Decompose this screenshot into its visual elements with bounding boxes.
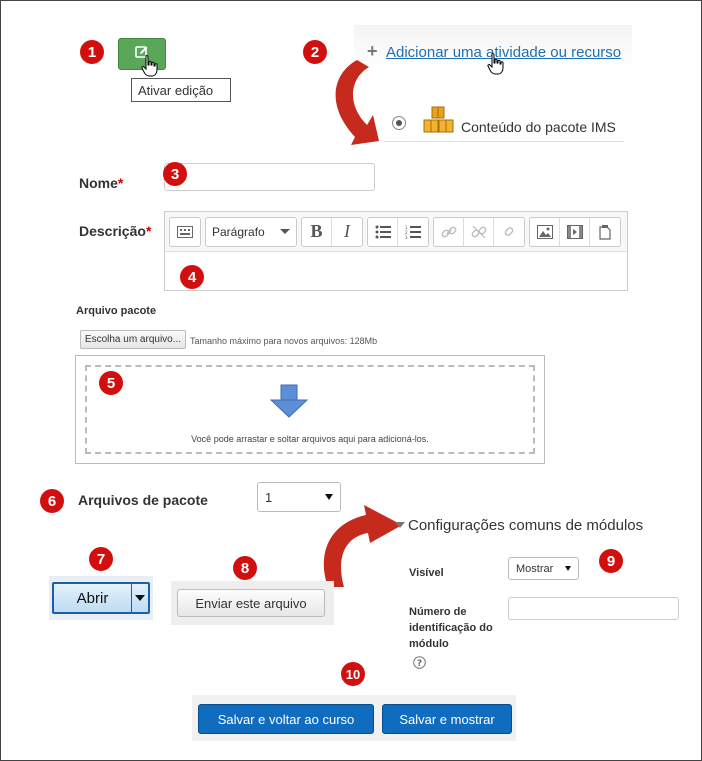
file-section-label: Arquivo pacote — [76, 305, 157, 317]
choose-file-button[interactable]: Escolha um arquivo... — [80, 330, 186, 349]
paragraph-select[interactable] — [205, 217, 297, 247]
add-activity-link[interactable]: Adicionar uma atividade ou recurso — [386, 44, 622, 61]
description-editor[interactable] — [164, 251, 628, 291]
package-files-label: Arquivos de pacote — [78, 492, 208, 508]
max-size-text: Tamanho máximo para novos arquivos: 128Mb — [190, 336, 378, 346]
required-mark: * — [145, 223, 152, 239]
idnumber-label — [409, 604, 493, 652]
step-badge-9: 9 — [599, 549, 623, 573]
pointer-arrow-graphic — [316, 503, 408, 589]
svg-text:?: ? — [416, 659, 423, 669]
help-icon[interactable] — [413, 656, 426, 669]
svg-text:1: 1 — [405, 224, 408, 230]
open-button[interactable] — [52, 582, 150, 614]
upload-file-button[interactable]: Enviar este arquivo — [177, 589, 325, 617]
idnumber-label-line: Número de — [409, 606, 467, 618]
package-files-value: 1 — [265, 489, 273, 505]
chevron-down-icon — [325, 494, 333, 500]
bold-icon[interactable]: B — [302, 218, 332, 246]
step-badge-8: 8 — [233, 556, 257, 580]
chevron-down-icon — [280, 229, 290, 234]
common-settings-title[interactable]: Configurações comuns de módulos — [408, 517, 644, 534]
idnumber-label-line: identificação do — [409, 622, 493, 634]
toolbar-group-links — [433, 217, 525, 247]
open-button-label[interactable]: Abrir — [54, 584, 132, 612]
bullet-list-icon[interactable] — [368, 218, 398, 246]
visible-select[interactable] — [508, 557, 579, 580]
anchor-icon[interactable] — [494, 218, 524, 246]
step-badge-2: 2 — [303, 40, 327, 64]
step-badge-1: 1 — [80, 40, 104, 64]
edit-mode-tooltip: Ativar edição — [131, 78, 231, 102]
keyboard-toggle-icon[interactable] — [170, 218, 200, 246]
svg-text:2: 2 — [405, 229, 408, 235]
activity-option-label: Conteúdo do pacote IMS — [461, 119, 616, 135]
unlink-icon[interactable] — [464, 218, 494, 246]
step-badge-4: 4 — [180, 265, 204, 289]
step-badge-10: 10 — [341, 662, 365, 686]
idnumber-input[interactable] — [508, 597, 679, 620]
required-mark: * — [117, 175, 124, 191]
save-and-display-button[interactable]: Salvar e mostrar — [382, 704, 512, 734]
idnumber-label-line: módulo — [409, 638, 449, 650]
activity-radio[interactable] — [392, 116, 406, 130]
numbered-list-icon[interactable] — [398, 218, 428, 246]
media-icon[interactable] — [560, 218, 590, 246]
name-label — [79, 175, 123, 191]
chevron-down-icon — [565, 566, 571, 571]
package-boxes-icon — [423, 106, 455, 134]
hand-cursor-icon — [140, 54, 160, 78]
step-badge-3: 3 — [163, 162, 187, 186]
description-label — [79, 223, 151, 239]
name-label-text: Nome — [79, 175, 118, 191]
step-badge-6: 6 — [40, 489, 64, 513]
save-and-return-button[interactable]: Salvar e voltar ao curso — [198, 704, 374, 734]
editor-toolbar — [164, 211, 628, 251]
paragraph-select-value: Parágrafo — [212, 224, 265, 239]
image-icon[interactable] — [530, 218, 560, 246]
open-dialog-button-area — [49, 576, 153, 620]
toolbar-group-format — [301, 217, 363, 247]
description-label-text: Descrição — [79, 223, 146, 239]
visible-select-value: Mostrar — [516, 562, 554, 575]
italic-icon[interactable]: I — [344, 221, 350, 241]
link-icon[interactable] — [434, 218, 464, 246]
step-badge-7: 7 — [89, 547, 113, 571]
toolbar-group-lists — [367, 217, 429, 247]
collapse-caret-icon[interactable] — [395, 522, 405, 528]
svg-text:3: 3 — [405, 234, 408, 239]
chevron-down-icon[interactable] — [132, 584, 148, 612]
toolbar-group-toggle — [169, 217, 201, 247]
dropzone-text: Você pode arrastar e soltar arquivos aqui para adicioná-los. — [191, 434, 429, 444]
toolbar-group-media — [529, 217, 621, 247]
plus-icon: + — [367, 41, 378, 61]
name-input[interactable] — [164, 163, 375, 191]
hand-cursor-icon — [486, 52, 506, 76]
download-arrow-icon — [270, 384, 308, 418]
visible-label: Visível — [409, 567, 444, 579]
manage-files-icon[interactable] — [590, 218, 620, 246]
step-badge-5: 5 — [99, 371, 123, 395]
